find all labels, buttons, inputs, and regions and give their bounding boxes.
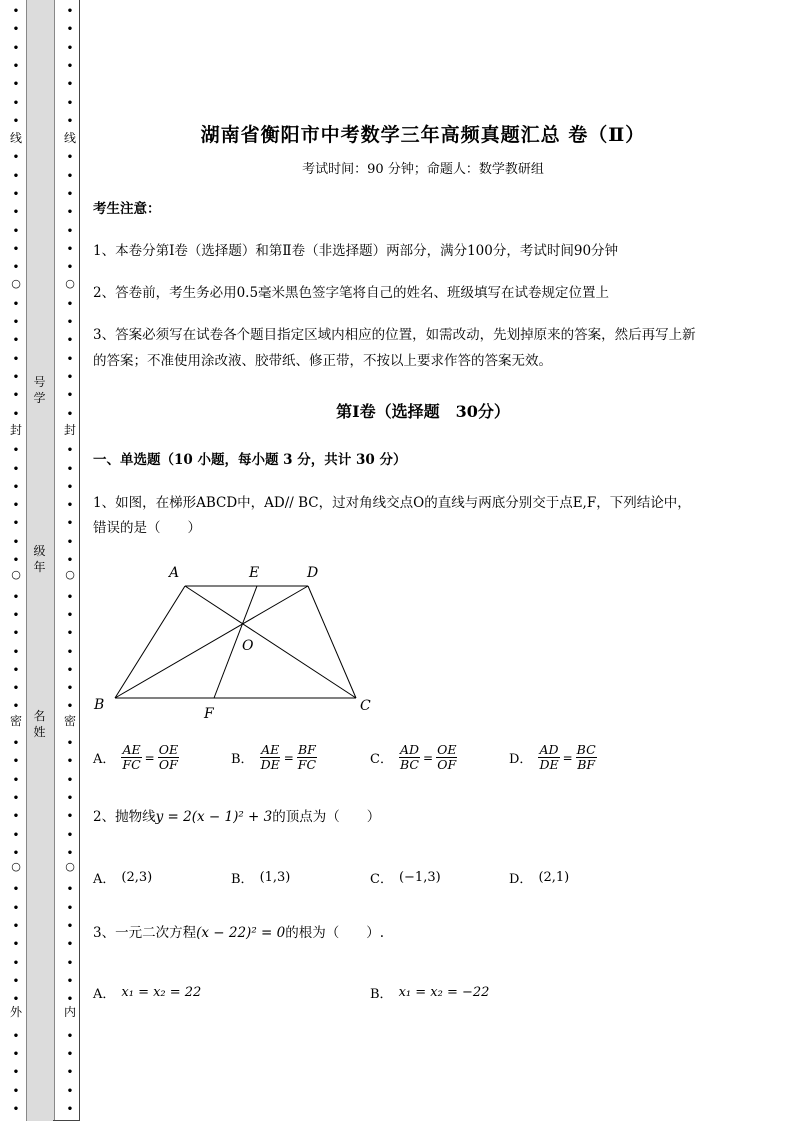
margin-dot: • [66,847,74,859]
section-heading: 一、单选题（10 小题，每小题 3 分，共计 30 分） [93,452,407,468]
margin-dot: • [66,335,74,347]
margin-dot: • [12,1030,20,1042]
margin-dot: • [12,408,20,420]
margin-seal-mark: 外 [10,1005,23,1019]
margin-dot: • [12,646,20,658]
question-1-option-d[interactable]: D． $\frac{AD}{DE}$ = $\frac{BC}{BF}$ [509,742,596,772]
margin-seal-mark: 密 [10,714,23,728]
question-1-option-a[interactable]: A． $\frac{AE}{FC}$ = $\frac{OE}{OF}$ [93,742,179,772]
margin-dot: • [66,6,74,17]
margin-seal-mark: 线 [10,131,23,145]
margin-dot: • [66,902,74,914]
margin-dot: • [66,317,74,329]
margin-dot: • [66,1085,74,1097]
vertex-label-a: A [169,565,180,581]
margin-dot: • [12,243,20,255]
margin-ring-mark: ○ [65,568,75,581]
question-2-option-a[interactable]: A． (2,3) [93,870,153,887]
margin-dot: • [12,1104,20,1115]
margin-dot: • [12,115,20,127]
margin-dot: • [66,792,74,804]
grade-label: 级 年 [33,544,46,574]
margin-dot: • [66,1030,74,1042]
margin-dot: • [12,372,20,383]
notice-item: 的答案；不准使用涂改液、胶带纸、修正带，不按以上要求作答的答案无效。 [93,353,552,369]
margin-dot: • [12,701,20,713]
margin-dot: • [66,1104,74,1115]
question-3-option-b[interactable]: B． x₁ = x₂ = −22 [370,985,490,1002]
notice-heading: 考生注意： [93,201,161,217]
trapezoid-diagram [93,560,393,725]
margin-dot: • [12,262,20,274]
binding-line-bottom [53,1120,80,1121]
margin-dot: • [12,298,20,310]
margin-dot: • [12,60,20,72]
notice-item: 2、答卷前，考生务必用0.5毫米黑色签字笔将自己的姓名、班级填写在试卷规定位置上 [93,285,610,301]
question-2-option-c[interactable]: C． (−1,3) [370,870,441,887]
point-label-e: E [249,565,260,581]
margin-dot: • [12,738,20,749]
notice-item: 1、本卷分第Ⅰ卷（选择题）和第Ⅱ卷（非选择题）两部分，满分100分，考试时间90分钟 [93,243,619,259]
vertex-label-b: B [94,697,105,713]
margin-dot: • [12,353,20,365]
fraction-left: $\frac{AD}{BC}$ [399,742,420,772]
margin-seal-mark: 封 [64,423,77,437]
vertex-label-c: C [360,698,371,714]
margin-dot: • [12,97,20,109]
margin-dot: • [12,555,20,566]
margin-dot: • [66,42,74,54]
margin-dot: • [66,829,74,841]
margin-ring-mark: ○ [65,277,75,290]
question-1-figure [93,560,393,729]
margin-dot: • [12,792,20,804]
margin-dot: • [12,957,20,969]
margin-dot: • [12,975,20,987]
margin-dot: • [12,939,20,951]
exam-title: 湖南省衡阳市中考数学三年高频真题汇总 卷（Ⅱ） [200,124,646,146]
margin-dot: • [12,811,20,823]
margin-dot: • [66,500,74,512]
margin-dot: • [66,463,74,475]
margin-dot: • [12,335,20,347]
margin-dot: • [66,683,74,695]
fraction-left: $\frac{AE}{FC}$ [122,742,141,772]
margin-dot: • [66,518,74,530]
segment-dc [308,586,356,698]
margin-dot: • [12,207,20,219]
margin-dot: • [66,756,74,768]
margin-ring-mark: ○ [11,860,21,873]
margin-dot: • [12,317,20,329]
margin-dot: • [12,24,20,36]
margin-dot: • [66,555,74,566]
margin-dot: • [66,774,74,786]
margin-dot: • [12,829,20,841]
fraction-left: $\frac{AD}{DE}$ [539,742,559,772]
margin-dot: • [66,664,74,676]
margin-dot: • [12,390,20,402]
margin-dot: • [12,884,20,896]
margin-dot: • [12,994,20,1006]
margin-dot: • [66,115,74,127]
margin-dot: • [12,1085,20,1097]
margin-dot: • [12,445,20,457]
margin-dot: • [12,518,20,530]
margin-dot: • [66,994,74,1006]
fraction-right: $\frac{BF}{FC}$ [297,742,317,772]
margin-dot: • [66,609,74,621]
margin-dot: • [66,591,74,603]
margin-dot: • [12,6,20,17]
margin-ring-mark: ○ [65,860,75,873]
margin-seal-mark: 封 [10,423,23,437]
margin-dot: • [12,42,20,54]
margin-dot: • [66,939,74,951]
margin-dot: • [66,243,74,255]
margin-dot: • [12,774,20,786]
margin-dot: • [66,1049,74,1061]
margin-ring-mark: ○ [11,277,21,290]
notice-item: 3、答案必须写在试卷各个题目指定区域内相应的位置，如需改动，先划掉原来的答案，然后再写上新 [93,327,696,343]
margin-dot: • [66,957,74,969]
margin-dot: • [66,536,74,548]
margin-dot: • [66,975,74,987]
margin-dot: • [12,463,20,475]
margin-dot: • [12,189,20,200]
margin-dot: • [12,847,20,859]
margin-seal-mark: 密 [64,714,77,728]
margin-dot: • [12,756,20,768]
margin-dot: • [66,353,74,365]
question-2-option-d[interactable]: D． (2,1) [509,870,570,887]
margin-dot: • [12,170,20,182]
vertex-label-d: D [307,565,319,581]
question-2-formula: y = 2(x − 1)² + 3 [155,809,273,825]
margin-dot: • [12,1049,20,1061]
fraction-right: $\frac{BC}{BF}$ [576,742,596,772]
student-id-label: 号 学 [33,375,46,405]
margin-ring-mark: ○ [11,568,21,581]
margin-dot: • [66,225,74,237]
segment-ab [115,586,185,698]
margin-dot: • [66,298,74,310]
exam-subtitle: 考试时间：90 分钟；命题人：数学教研组 [302,162,544,177]
margin-dot: • [66,701,74,713]
margin-dot: • [66,60,74,72]
margin-dot: • [66,811,74,823]
margin-dot: • [66,24,74,36]
margin-dot: • [66,189,74,200]
question-1-option-b[interactable]: B． $\frac{AE}{DE}$ = $\frac{BF}{FC}$ [231,742,317,772]
margin-dot: • [12,902,20,914]
margin-dot: • [12,1067,20,1079]
question-1-stem: 1、如图，在梯形ABCD中，AD// BC，过对角线交点O的直线与两底分别交于点E,F，下列结论中， [93,495,691,511]
margin-seal-mark: 内 [64,1005,77,1019]
question-2-stem: 2、抛物线y = 2(x − 1)² + 3的顶点为（ ） [93,809,381,825]
margin-dot: • [66,372,74,383]
margin-dot: • [12,628,20,640]
margin-seal-mark: 线 [64,131,77,145]
margin-dot: • [12,481,20,493]
margin-dot: • [66,97,74,109]
margin-dot: • [66,170,74,182]
margin-dot: • [66,1067,74,1079]
margin-dot: • [12,664,20,676]
margin-dot: • [12,152,20,164]
binding-line [79,0,80,1121]
margin-dot: • [12,609,20,621]
margin-dot: • [66,390,74,402]
margin-dot: • [66,481,74,493]
margin-dot: • [66,646,74,658]
fraction-right: $\frac{OE}{OF}$ [437,742,457,772]
margin-dot: • [66,628,74,640]
fraction-left: $\frac{AE}{DE}$ [260,742,280,772]
margin-dot: • [66,884,74,896]
question-1-stem-cont: 错误的是（ ） [93,520,201,536]
margin-dot: • [12,921,20,932]
margin-dot: • [12,500,20,512]
margin-dot: • [12,225,20,237]
margin-dot: • [12,591,20,603]
point-label-f: F [204,706,214,722]
name-label: 名 姓 [33,709,46,739]
margin-dot: • [66,921,74,932]
question-2-option-b[interactable]: B． (1,3) [231,870,291,887]
margin-dot: • [12,79,20,91]
fraction-right: $\frac{OE}{OF}$ [158,742,179,772]
margin-dot: • [12,683,20,695]
part-one-title: 第Ⅰ卷（选择题 30分） [336,402,510,421]
margin-dot: • [66,79,74,91]
question-1-option-c[interactable]: C． $\frac{AD}{BC}$ = $\frac{OE}{OF}$ [370,742,457,772]
margin-dot: • [66,262,74,274]
margin-dot: • [66,152,74,164]
point-label-o: O [242,638,254,654]
question-3-formula: (x − 22)² = 0 [196,925,286,941]
question-3-stem: 3、一元二次方程(x − 22)² = 0的根为（ ）. [93,925,385,941]
margin-dot: • [66,408,74,420]
margin-dot: • [66,738,74,749]
question-3-option-a[interactable]: A． x₁ = x₂ = 22 [93,985,202,1002]
margin-dot: • [12,536,20,548]
margin-dot: • [66,445,74,457]
margin-dot: • [66,207,74,219]
